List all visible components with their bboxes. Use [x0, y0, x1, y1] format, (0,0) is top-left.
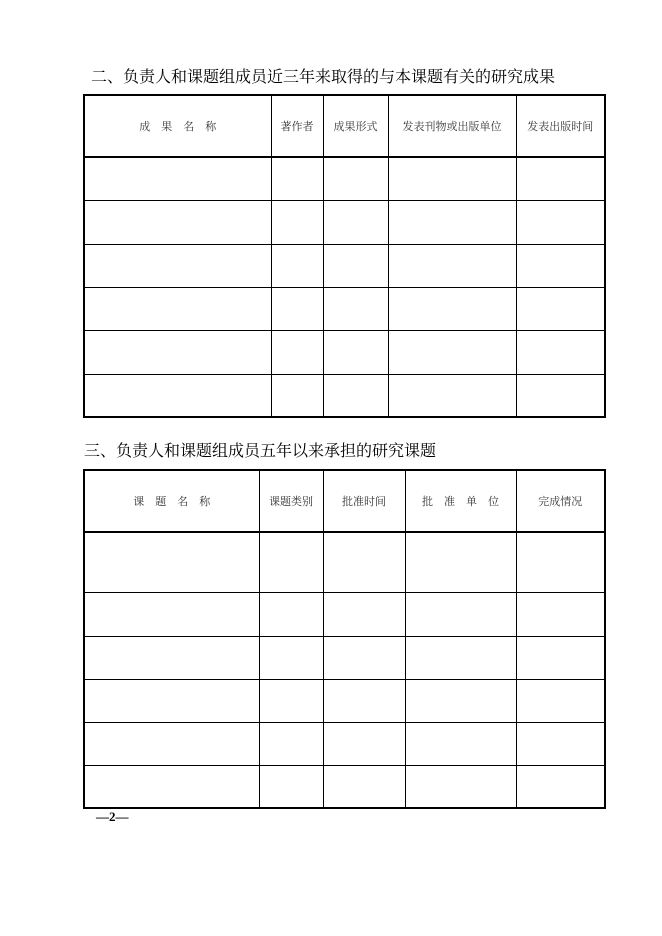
- section3-heading: 三、负责人和课题组成员五年以来承担的研究课题: [84, 441, 437, 460]
- table-cell[interactable]: [84, 374, 271, 417]
- table-cell[interactable]: [388, 374, 516, 417]
- table-cell[interactable]: [516, 636, 605, 679]
- table-cell[interactable]: [516, 287, 605, 330]
- table-cell[interactable]: [516, 200, 605, 244]
- table-cell[interactable]: [516, 244, 605, 287]
- table-cell[interactable]: [84, 722, 259, 765]
- column-header-approval-date: 批准时间: [323, 470, 405, 532]
- table-cell[interactable]: [323, 679, 405, 722]
- table-cell[interactable]: [271, 244, 323, 287]
- table-cell[interactable]: [259, 765, 323, 808]
- column-header-result-name: 成 果 名 称: [84, 95, 271, 157]
- table-row: [84, 200, 605, 244]
- table-cell[interactable]: [405, 679, 516, 722]
- table-cell[interactable]: [323, 287, 388, 330]
- table-row: [84, 592, 605, 636]
- table-cell[interactable]: [323, 722, 405, 765]
- table-row: [84, 679, 605, 722]
- column-header-result-form: 成果形式: [323, 95, 388, 157]
- column-header-project-category: 课题类别: [259, 470, 323, 532]
- table-cell[interactable]: [323, 244, 388, 287]
- column-header-publish-date: 发表出版时间: [516, 95, 605, 157]
- table-cell[interactable]: [84, 592, 259, 636]
- table-cell[interactable]: [516, 374, 605, 417]
- table-cell[interactable]: [84, 330, 271, 374]
- table-cell[interactable]: [323, 636, 405, 679]
- table-cell[interactable]: [405, 765, 516, 808]
- table-header-row: [84, 470, 605, 532]
- table-cell[interactable]: [259, 636, 323, 679]
- column-header-completion-status: 完成情况: [516, 470, 605, 532]
- table-cell[interactable]: [388, 330, 516, 374]
- table-cell[interactable]: [405, 532, 516, 592]
- table-cell[interactable]: [323, 330, 388, 374]
- table-cell[interactable]: [516, 157, 605, 200]
- table-row: [84, 157, 605, 200]
- table-cell[interactable]: [323, 592, 405, 636]
- table-row: [84, 765, 605, 808]
- research-results-table: [83, 94, 606, 418]
- table-cell[interactable]: [259, 592, 323, 636]
- column-header-author: 著作者: [271, 95, 323, 157]
- table-cell[interactable]: [84, 765, 259, 808]
- column-header-approval-unit: 批 准 单 位: [405, 470, 516, 532]
- table-row: [84, 722, 605, 765]
- section2-heading: 二、负责人和课题组成员近三年来取得的与本课题有关的研究成果: [91, 67, 556, 86]
- table-row: [84, 287, 605, 330]
- column-header-project-name: 课 题 名 称: [84, 470, 259, 532]
- table-cell[interactable]: [405, 722, 516, 765]
- table-cell[interactable]: [388, 157, 516, 200]
- table-cell[interactable]: [259, 532, 323, 592]
- table-cell[interactable]: [271, 330, 323, 374]
- page-number: —2—: [96, 809, 129, 824]
- table-cell[interactable]: [84, 287, 271, 330]
- table-cell[interactable]: [388, 200, 516, 244]
- table-cell[interactable]: [323, 200, 388, 244]
- table-cell[interactable]: [84, 636, 259, 679]
- table-cell[interactable]: [516, 532, 605, 592]
- research-projects-table: [83, 469, 606, 809]
- table-cell[interactable]: [405, 592, 516, 636]
- table-cell[interactable]: [516, 592, 605, 636]
- table-cell[interactable]: [405, 636, 516, 679]
- table-cell[interactable]: [516, 765, 605, 808]
- table-cell[interactable]: [388, 287, 516, 330]
- table-row: [84, 330, 605, 374]
- table-cell[interactable]: [259, 679, 323, 722]
- table-cell[interactable]: [84, 532, 259, 592]
- table-cell[interactable]: [271, 200, 323, 244]
- table-cell[interactable]: [323, 157, 388, 200]
- table-cell[interactable]: [323, 532, 405, 592]
- table-header-row: [84, 95, 605, 157]
- table-cell[interactable]: [84, 200, 271, 244]
- column-header-publisher: 发表刊物或出版单位: [388, 95, 516, 157]
- table-cell[interactable]: [84, 244, 271, 287]
- table-cell[interactable]: [516, 679, 605, 722]
- table-cell[interactable]: [84, 157, 271, 200]
- table-cell[interactable]: [271, 374, 323, 417]
- table-cell[interactable]: [323, 765, 405, 808]
- table-cell[interactable]: [271, 287, 323, 330]
- table-cell[interactable]: [323, 374, 388, 417]
- table-row: [84, 244, 605, 287]
- table-cell[interactable]: [259, 722, 323, 765]
- table-row: [84, 636, 605, 679]
- table-cell[interactable]: [84, 679, 259, 722]
- table-cell[interactable]: [516, 330, 605, 374]
- table-cell[interactable]: [388, 244, 516, 287]
- table-row: [84, 374, 605, 417]
- table-cell[interactable]: [516, 722, 605, 765]
- table-row: [84, 532, 605, 592]
- table-cell[interactable]: [271, 157, 323, 200]
